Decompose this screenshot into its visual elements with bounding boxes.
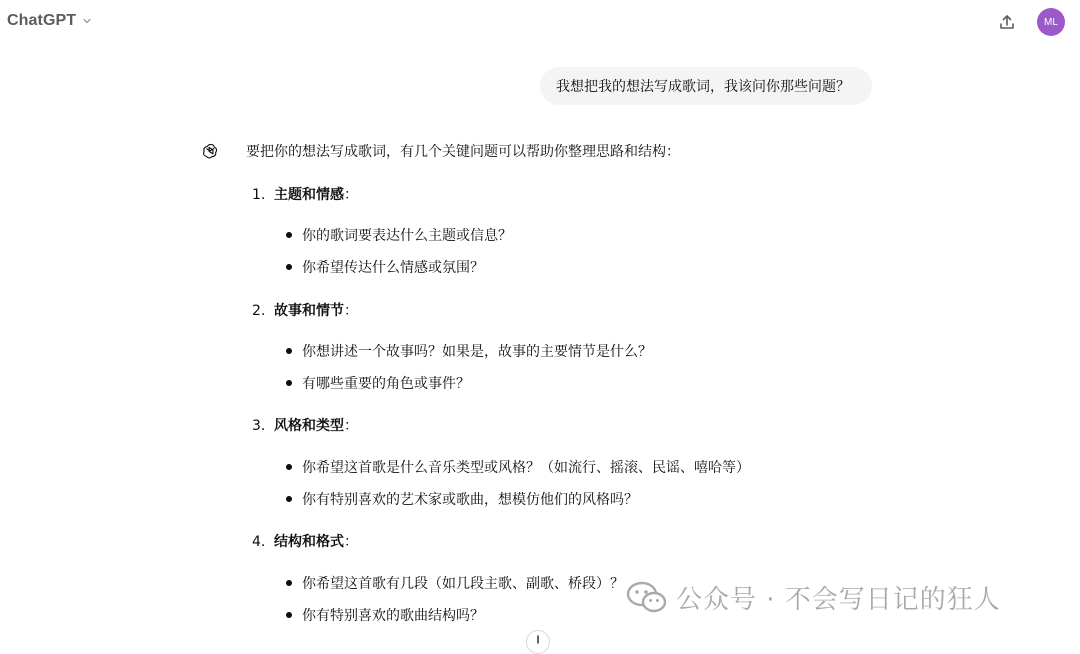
- share-button[interactable]: [994, 9, 1020, 35]
- list-item: [286, 607, 484, 625]
- section-colon: ：: [344, 187, 358, 203]
- list-item-text: 你的歌词要表达什么主题或信息？: [302, 228, 512, 244]
- section-heading: 故事和情节: [274, 303, 344, 319]
- model-selector[interactable]: [7, 9, 93, 33]
- list-item: [286, 343, 652, 361]
- user-message-bubble: [540, 67, 872, 105]
- section-title: [252, 186, 358, 204]
- section-colon: ：: [344, 418, 358, 434]
- section-number: 3.: [252, 418, 266, 434]
- section-title: [252, 533, 358, 551]
- bullet-dot: [286, 580, 292, 586]
- list-item-text: 你想讲述一个故事吗？如果是，故事的主要情节是什么？: [302, 344, 652, 360]
- section-heading: 风格和类型: [274, 418, 344, 434]
- bullet-dot: [286, 380, 292, 386]
- assistant-intro: 要把你的想法写成歌词，有几个关键问题可以帮助你整理思路和结构：: [246, 144, 680, 160]
- list-item: [286, 375, 470, 393]
- list-item-text: 你希望传达什么情感或氛围？: [302, 260, 484, 276]
- list-item-text: 你有特别喜欢的歌曲结构吗？: [302, 608, 484, 624]
- chevron-down-icon: [81, 15, 93, 27]
- list-item: [286, 459, 750, 477]
- section-number: 2.: [252, 303, 266, 319]
- list-item: [286, 491, 638, 509]
- top-bar: [0, 0, 1080, 44]
- openai-logo-icon: [202, 142, 220, 160]
- section-colon: ：: [344, 303, 358, 319]
- section-title: [252, 417, 358, 435]
- section-heading: 结构和格式: [274, 534, 344, 550]
- list-item-text: 有哪些重要的角色或事件？: [302, 376, 470, 392]
- watermark: [626, 580, 1001, 614]
- section-colon: ：: [344, 534, 358, 550]
- list-item: [286, 575, 624, 593]
- wechat-icon: [626, 581, 668, 613]
- list-item: [286, 227, 512, 245]
- bullet-dot: [286, 612, 292, 618]
- section-number: 1.: [252, 187, 266, 203]
- scroll-to-bottom-button[interactable]: [526, 630, 550, 654]
- user-message-text: 我想把我的想法写成歌词，我该问你那些问题？: [556, 79, 850, 95]
- arrow-down-icon: [533, 635, 543, 645]
- list-item-text: 你有特别喜欢的艺术家或歌曲，想模仿他们的风格吗？: [302, 492, 638, 508]
- section-title: [252, 302, 358, 320]
- bullet-dot: [286, 496, 292, 502]
- list-item-text: 你希望这首歌是什么音乐类型或风格？（如流行、摇滚、民谣、嘻哈等）: [302, 460, 750, 476]
- section-heading: 主题和情感: [274, 187, 344, 203]
- bullet-dot: [286, 464, 292, 470]
- watermark-text: 公众号 · 不会写日记的狂人: [676, 584, 1001, 615]
- bullet-dot: [286, 264, 292, 270]
- model-name: ChatGPT: [7, 12, 77, 29]
- share-icon: [998, 13, 1016, 31]
- bullet-dot: [286, 348, 292, 354]
- list-item: [286, 259, 484, 277]
- user-avatar[interactable]: ML: [1037, 8, 1065, 36]
- list-item-text: 你希望这首歌有几段（如几段主歌、副歌、桥段）？: [302, 576, 624, 592]
- bullet-dot: [286, 232, 292, 238]
- section-number: 4.: [252, 534, 266, 550]
